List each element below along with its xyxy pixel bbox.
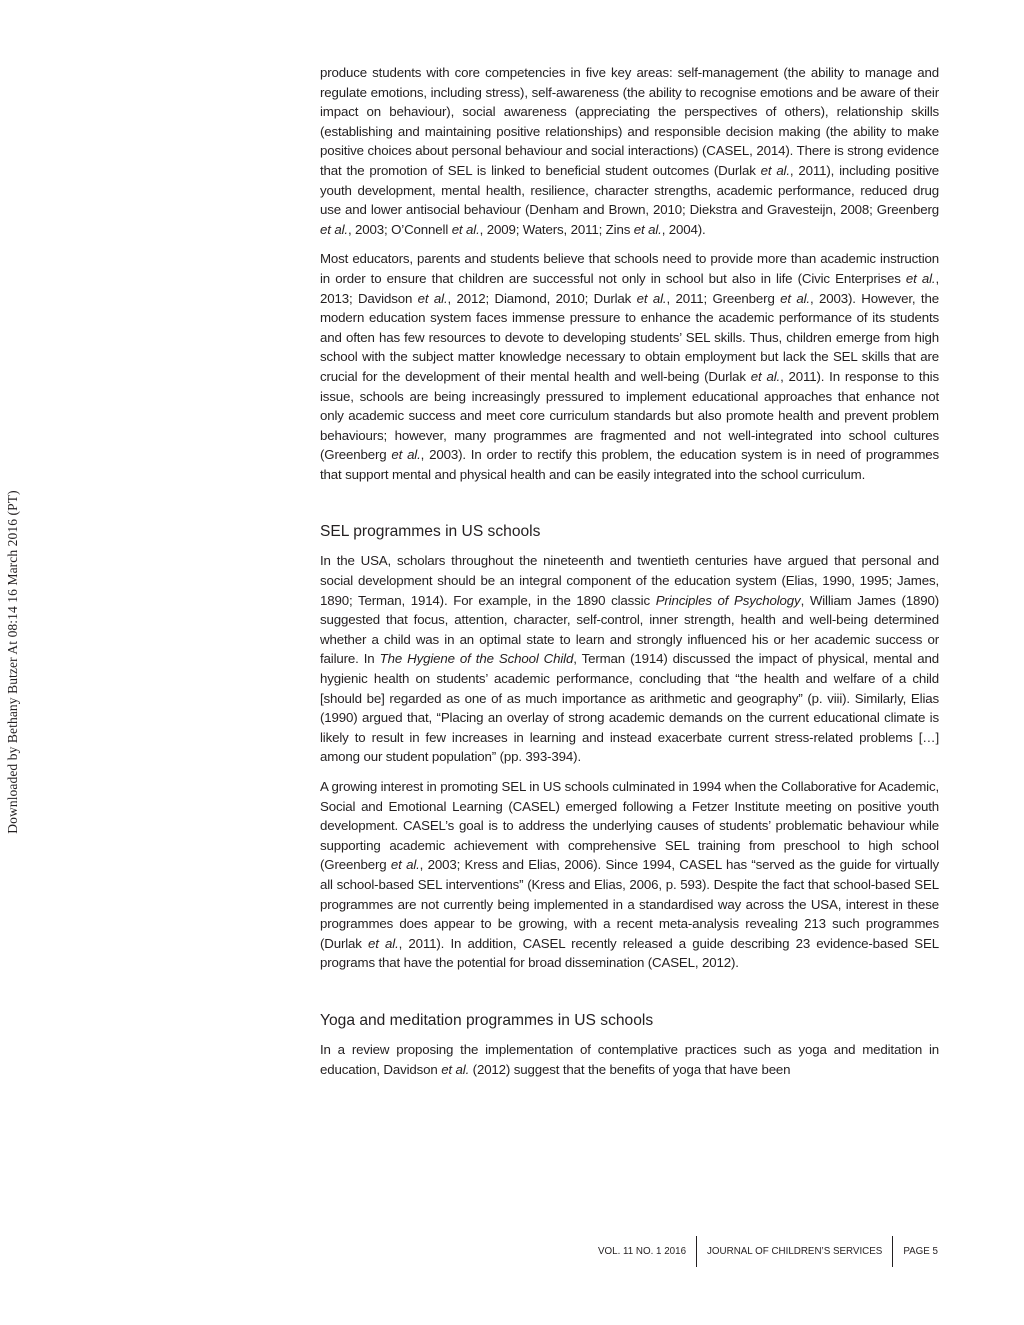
text-run: , 2011). In response to this issue, schools are being increasingly pressured to implement educational approaches that enhance not only academic success and meet core curriculum standards but also promote health and prevent problem behaviours; however, many programmes are fragmented and not well-integrated into school cultures (Greenberg bbox=[320, 368, 939, 463]
text-run: , 2003; O’Connell bbox=[347, 221, 452, 237]
download-notice-sidebar bbox=[0, 0, 26, 1325]
text-run: , 2011), including positive youth development, mental health, resilience, character strengths, academic performance, reduced drug use and lower antisocial behaviour (Denham and Brown, 2010; Diekstra and Gravesteijn, 2008; Greenberg bbox=[320, 162, 940, 218]
text-run: , 2003; Kress and Elias, 2006). Since 1994, CASEL has “served as the guide for virtually all school-based SEL interventions” (Kress and Elias, 2006, p. 593). Despite the fact that school-based SEL programmes are not currently being implemented in a standardised way across the USA, interest in these programmes does appear to be growing, with a recent meta-analysis revealing 213 such programmes (Durlak bbox=[320, 857, 939, 951]
text-run: , 2013; Davidson bbox=[320, 270, 939, 306]
italic-text-run: et al. bbox=[441, 1061, 470, 1077]
article-body bbox=[320, 63, 939, 1089]
page-footer bbox=[588, 1236, 938, 1267]
paragraph-contemplative-practices bbox=[320, 1040, 939, 1079]
text-run: , 2011; Greenberg bbox=[666, 290, 781, 306]
text-run: , Terman (1914) discussed the impact of physical, mental and hygienic health on students’ academic performance, concluding that “the health and welfare of a child [should be] regarded as one of as much importance as arithmetic and geography” (p. viii). Similarly, Elias (1990) argued that, “Placing an overlay of strong academic demands on the current educational climate is likely to result in few increases in learning and instead exacerbate current stress-related problems […] among our student population” (pp. 393-394). bbox=[320, 651, 940, 765]
paragraph-casel-growth bbox=[320, 777, 939, 973]
paragraph-scholars-history bbox=[320, 551, 939, 767]
footer-volume: VOL. 11 NO. 1 2016 bbox=[597, 1246, 687, 1257]
italic-text-run: et al. bbox=[390, 857, 420, 873]
text-run: In the USA, scholars throughout the nineteenth and twentieth centuries have argued that personal and social development should be an integral component of the education system (Elias, 1990, 1995; James, 1890; Terman, 1914). For example, in the 1890 classic bbox=[320, 553, 939, 608]
text-run: , 2011). In addition, CASEL recently released a guide describing 23 evidence-based SEL programs that have the potential for broad dissemination (CASEL, 2012). bbox=[320, 935, 939, 971]
text-run: produce students with core competencies in five key areas: self-management (the ability to manage and regulate emotions, including stress), self-awareness (the ability to recognise emotions and be aware of their impact on behaviour), social awareness (appreciating the perspectives of others), relationship skills (establishing and maintaining positive relationships) and responsible decision making (the ability to make positive choices about personal behaviour and social interactions) (CASEL, 2014). There is strong evidence that the promotion of SEL is linked to beneficial student outcomes (Durlak bbox=[320, 65, 939, 178]
text-run: , 2004). bbox=[661, 221, 706, 237]
text-run: , 2012; Diamond, 2010; Durlak bbox=[447, 290, 637, 306]
italic-text-run: et al. bbox=[320, 221, 348, 237]
section-heading-yoga-meditation: Yoga and meditation programmes in US schools bbox=[320, 1011, 654, 1029]
italic-text-run: et al. bbox=[780, 290, 810, 306]
italic-text-run: et al. bbox=[451, 221, 480, 237]
italic-text-run: The Hygiene of the School Child bbox=[379, 651, 574, 667]
text-run: In a review proposing the implementation of contemplative practices such as yoga and meditation in education, Davidson bbox=[320, 1041, 939, 1077]
section-heading-sel-programmes: SEL programmes in US schools bbox=[320, 523, 541, 541]
footer-journal-name: JOURNAL OF CHILDREN’S SERVICES bbox=[707, 1246, 883, 1257]
italic-text-run: et al. bbox=[636, 290, 667, 306]
italic-text-run: et al. bbox=[760, 162, 790, 178]
footer-page-number: PAGE 5 bbox=[903, 1246, 938, 1257]
text-run: A growing interest in promoting SEL in US schools culminated in 1994 when the Collaborative for Academic, Social and Emotional Learning (CASEL) emerged following a Fetzer Institute meeting on positive youth development. CASEL’s goal is to address the underlying causes of students’ problematic behaviour while supporting academic achievement with comprehensive SEL training from preschool to high school (Greenberg bbox=[320, 779, 939, 873]
italic-text-run: et al. bbox=[368, 935, 399, 951]
text-run: , William James (1890) suggested that focus, attention, character, self-control, inner strength, health and well-being determined whether a child was in an optimal state to learn and strongly influenced his or her academic success or failure. In bbox=[320, 592, 939, 667]
italic-text-run: et al. bbox=[905, 270, 936, 286]
italic-text-run: et al. bbox=[391, 447, 421, 463]
italic-text-run: Principles of Psychology bbox=[655, 592, 801, 608]
text-run: , 2003). In order to rectify this problem, the education system is in need of programmes that support mental and physical health and can be easily integrated into the school curriculum. bbox=[320, 447, 939, 482]
text-run: , 2003). However, the modern education system faces immense pressure to enhance the academic performance of its students and often has few resources to devote to developing students’ SEL skills. Thus, children emerge from high school with the subject matter knowledge necessary to obtain employment but lack the SEL skills that are crucial for the development of their mental health and well-being (Durlak bbox=[320, 290, 939, 384]
text-run: , 2009; Waters, 2011; Zins bbox=[479, 221, 634, 237]
italic-text-run: et al. bbox=[633, 221, 662, 237]
text-run: (2012) suggest that the benefits of yoga that have been bbox=[469, 1061, 791, 1077]
text-run: Most educators, parents and students believe that schools need to provide more than academic instruction in order to ensure that children are successful not only in school but also in life (Civic Enterprises bbox=[320, 251, 939, 286]
paragraph-educators-beliefs bbox=[320, 249, 939, 484]
italic-text-run: et al. bbox=[417, 290, 448, 306]
italic-text-run: et al. bbox=[750, 368, 781, 384]
download-notice: Downloaded by Bethany Butzer At 08:14 16 March 2016 (PT) bbox=[5, 490, 20, 834]
paragraph-sel-competencies bbox=[320, 63, 939, 239]
